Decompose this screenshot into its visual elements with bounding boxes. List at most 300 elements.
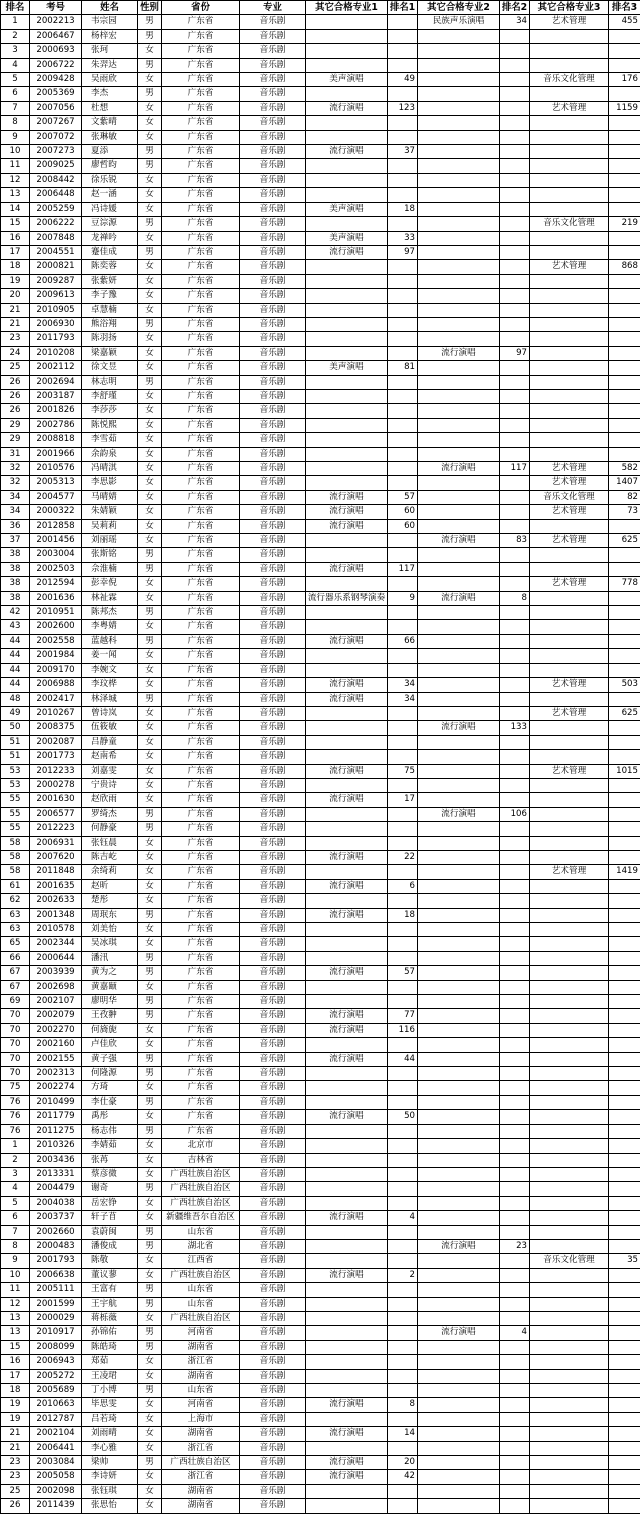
- cell-other-major-2: [418, 1254, 500, 1268]
- cell-other-major-1: [306, 980, 388, 994]
- cell-gender: 女: [138, 591, 162, 605]
- table-row: [1, 1225, 640, 1239]
- cell-other-major-1: [306, 865, 388, 879]
- cell-gender: 女: [138, 1311, 162, 1325]
- cell-other-major-2: [418, 1398, 500, 1412]
- cell-name: 余韵泉: [82, 447, 138, 461]
- cell-gender: 女: [138, 260, 162, 274]
- cell-rank-3: 82: [609, 490, 640, 504]
- cell-other-major-1: 流行演唱: [306, 1398, 388, 1412]
- cell-major: 音乐剧: [240, 447, 306, 461]
- table-row: [1, 735, 640, 749]
- cell-other-major-2: [418, 289, 500, 303]
- cell-exam-number: 2000278: [30, 778, 82, 792]
- cell-rank-2: [500, 245, 530, 259]
- cell-rank-3: 868: [609, 260, 640, 274]
- cell-rank-2: [500, 548, 530, 562]
- cell-exam-number: 2003187: [30, 389, 82, 403]
- cell-exam-number: 2002633: [30, 894, 82, 908]
- cell-rank-1: [388, 389, 418, 403]
- cell-exam-number: 2002155: [30, 1052, 82, 1066]
- cell-other-major-1: [306, 332, 388, 346]
- cell-rank-3: [609, 850, 640, 864]
- cell-rank-1: [388, 995, 418, 1009]
- cell-other-major-3: [530, 1182, 609, 1196]
- cell-rank-3: [609, 1283, 640, 1297]
- cell-rank-2: [500, 505, 530, 519]
- cell-major: 音乐剧: [240, 1153, 306, 1167]
- cell-rank-3: [609, 1470, 640, 1484]
- cell-province: 广东省: [162, 361, 240, 375]
- cell-rank-3: [609, 836, 640, 850]
- cell-rank: 38: [1, 591, 30, 605]
- cell-exam-number: 2000483: [30, 1239, 82, 1253]
- cell-other-major-2: 流行演唱: [418, 1326, 500, 1340]
- cell-rank-1: 50: [388, 1110, 418, 1124]
- cell-other-major-3: [530, 663, 609, 677]
- cell-other-major-2: [418, 1196, 500, 1210]
- cell-province: 广东省: [162, 289, 240, 303]
- cell-province: 广东省: [162, 462, 240, 476]
- cell-other-major-3: [530, 130, 609, 144]
- cell-major: 音乐剧: [240, 980, 306, 994]
- cell-major: 音乐剧: [240, 750, 306, 764]
- cell-other-major-2: [418, 389, 500, 403]
- cell-gender: 女: [138, 620, 162, 634]
- cell-name: 卢佳欣: [82, 1038, 138, 1052]
- cell-rank-3: [609, 735, 640, 749]
- cell-other-major-3: [530, 620, 609, 634]
- header-name: 姓名: [82, 1, 138, 15]
- cell-rank-1: 14: [388, 1427, 418, 1441]
- cell-province: 广东省: [162, 519, 240, 533]
- cell-other-major-1: [306, 620, 388, 634]
- cell-other-major-3: [530, 735, 609, 749]
- cell-rank-3: [609, 447, 640, 461]
- cell-rank: 75: [1, 1081, 30, 1095]
- cell-province: 广东省: [162, 1081, 240, 1095]
- cell-major: 音乐剧: [240, 1211, 306, 1225]
- cell-rank-1: [388, 303, 418, 317]
- cell-other-major-2: [418, 1355, 500, 1369]
- cell-rank-1: 117: [388, 562, 418, 576]
- table-row: [1, 562, 640, 576]
- cell-rank-3: 778: [609, 577, 640, 591]
- cell-rank: 55: [1, 793, 30, 807]
- cell-rank: 36: [1, 519, 30, 533]
- cell-province: 广东省: [162, 87, 240, 101]
- cell-name: 刘丽瑶: [82, 534, 138, 548]
- cell-rank: 23: [1, 332, 30, 346]
- cell-other-major-1: 流行器乐系钢琴演奏: [306, 591, 388, 605]
- cell-exam-number: 2012223: [30, 822, 82, 836]
- cell-other-major-3: [530, 721, 609, 735]
- cell-rank-2: [500, 289, 530, 303]
- cell-rank-1: 49: [388, 73, 418, 87]
- cell-rank-2: [500, 1225, 530, 1239]
- cell-rank-2: [500, 1182, 530, 1196]
- cell-other-major-1: [306, 389, 388, 403]
- cell-other-major-2: [418, 1311, 500, 1325]
- cell-major: 音乐剧: [240, 1110, 306, 1124]
- cell-name: 吕静童: [82, 735, 138, 749]
- table-row: [1, 1196, 640, 1210]
- cell-gender: 男: [138, 951, 162, 965]
- cell-exam-number: 2006577: [30, 807, 82, 821]
- cell-gender: 男: [138, 995, 162, 1009]
- cell-exam-number: 2002417: [30, 692, 82, 706]
- cell-other-major-3: [530, 1369, 609, 1383]
- cell-rank-1: [388, 1254, 418, 1268]
- cell-province: 广东省: [162, 951, 240, 965]
- table-row: [1, 1153, 640, 1167]
- cell-name: 潘俊成: [82, 1239, 138, 1253]
- cell-province: 广东省: [162, 375, 240, 389]
- cell-other-major-3: [530, 58, 609, 72]
- cell-major: 音乐剧: [240, 807, 306, 821]
- cell-province: 广东省: [162, 1052, 240, 1066]
- cell-other-major-1: [306, 346, 388, 360]
- cell-rank: 4: [1, 58, 30, 72]
- cell-other-major-1: [306, 260, 388, 274]
- cell-rank-1: [388, 116, 418, 130]
- cell-exam-number: 2010326: [30, 1139, 82, 1153]
- cell-exam-number: 2005272: [30, 1369, 82, 1383]
- cell-other-major-1: [306, 1182, 388, 1196]
- cell-province: 北京市: [162, 1139, 240, 1153]
- cell-other-major-2: [418, 29, 500, 43]
- cell-rank-2: [500, 1484, 530, 1498]
- cell-province: 广东省: [162, 706, 240, 720]
- cell-province: 广西壮族自治区: [162, 1268, 240, 1282]
- cell-rank: 49: [1, 706, 30, 720]
- cell-other-major-3: [530, 548, 609, 562]
- cell-other-major-2: [418, 1225, 500, 1239]
- cell-gender: 女: [138, 764, 162, 778]
- cell-rank-2: [500, 1398, 530, 1412]
- cell-major: 音乐剧: [240, 389, 306, 403]
- cell-other-major-3: [530, 1239, 609, 1253]
- cell-rank-1: 18: [388, 202, 418, 216]
- cell-rank-3: 625: [609, 706, 640, 720]
- table-row: [1, 1081, 640, 1095]
- cell-other-major-2: [418, 1297, 500, 1311]
- cell-other-major-2: [418, 1484, 500, 1498]
- cell-name: 周珉东: [82, 908, 138, 922]
- cell-exam-number: 2011275: [30, 1124, 82, 1138]
- cell-exam-number: 2006448: [30, 188, 82, 202]
- table-row: [1, 476, 640, 490]
- cell-other-major-2: [418, 1052, 500, 1066]
- cell-rank-1: [388, 1067, 418, 1081]
- cell-province: 广东省: [162, 260, 240, 274]
- cell-major: 音乐剧: [240, 1384, 306, 1398]
- cell-other-major-3: 艺术管理: [530, 260, 609, 274]
- cell-name: 杨志伟: [82, 1124, 138, 1138]
- cell-other-major-3: 艺术管理: [530, 462, 609, 476]
- cell-rank-2: [500, 145, 530, 159]
- cell-other-major-3: [530, 361, 609, 375]
- header-rank-3: 排名3: [609, 1, 640, 15]
- cell-gender: 男: [138, 1052, 162, 1066]
- cell-other-major-2: [418, 966, 500, 980]
- cell-other-major-1: [306, 447, 388, 461]
- cell-rank-1: [388, 649, 418, 663]
- cell-exam-number: 2006467: [30, 29, 82, 43]
- cell-province: 广东省: [162, 735, 240, 749]
- cell-other-major-2: [418, 980, 500, 994]
- cell-rank-3: [609, 1081, 640, 1095]
- cell-rank: 13: [1, 1326, 30, 1340]
- cell-rank-2: [500, 418, 530, 432]
- cell-rank-1: [388, 534, 418, 548]
- cell-name: 徐乐锐: [82, 173, 138, 187]
- cell-rank-3: [609, 1311, 640, 1325]
- cell-rank-3: [609, 980, 640, 994]
- cell-rank-2: [500, 1283, 530, 1297]
- cell-major: 音乐剧: [240, 361, 306, 375]
- cell-rank-1: [388, 620, 418, 634]
- cell-other-major-3: [530, 1067, 609, 1081]
- cell-gender: 女: [138, 1268, 162, 1282]
- cell-rank-2: [500, 562, 530, 576]
- cell-other-major-3: [530, 822, 609, 836]
- cell-major: 音乐剧: [240, 1441, 306, 1455]
- cell-other-major-2: [418, 620, 500, 634]
- cell-exam-number: 2007056: [30, 101, 82, 115]
- cell-gender: 女: [138, 418, 162, 432]
- cell-rank-2: [500, 1167, 530, 1181]
- cell-province: 广东省: [162, 966, 240, 980]
- cell-other-major-3: [530, 44, 609, 58]
- cell-rank-2: [500, 966, 530, 980]
- cell-rank-1: [388, 260, 418, 274]
- cell-rank-3: [609, 375, 640, 389]
- cell-province: 山东省: [162, 1283, 240, 1297]
- cell-rank-2: [500, 87, 530, 101]
- table-row: [1, 1182, 640, 1196]
- cell-major: 音乐剧: [240, 375, 306, 389]
- cell-province: 广东省: [162, 202, 240, 216]
- table-row: [1, 289, 640, 303]
- cell-exam-number: 2009613: [30, 289, 82, 303]
- cell-other-major-1: 流行演唱: [306, 1211, 388, 1225]
- cell-other-major-3: [530, 649, 609, 663]
- table-row: [1, 966, 640, 980]
- cell-rank-2: [500, 44, 530, 58]
- cell-gender: 女: [138, 1499, 162, 1513]
- cell-other-major-1: 流行演唱: [306, 1023, 388, 1037]
- header-rank-2: 排名2: [500, 1, 530, 15]
- cell-rank-3: [609, 620, 640, 634]
- cell-province: 广东省: [162, 44, 240, 58]
- cell-rank-1: [388, 822, 418, 836]
- cell-other-major-2: [418, 577, 500, 591]
- cell-other-major-2: [418, 1124, 500, 1138]
- cell-gender: 男: [138, 1067, 162, 1081]
- cell-gender: 女: [138, 1441, 162, 1455]
- cell-other-major-1: [306, 1167, 388, 1181]
- cell-name: 朱羿达: [82, 58, 138, 72]
- cell-major: 音乐剧: [240, 490, 306, 504]
- cell-major: 音乐剧: [240, 1283, 306, 1297]
- cell-rank: 25: [1, 1484, 30, 1498]
- cell-province: 广东省: [162, 778, 240, 792]
- cell-province: 广东省: [162, 995, 240, 1009]
- cell-other-major-2: [418, 1095, 500, 1109]
- cell-exam-number: 2005689: [30, 1384, 82, 1398]
- cell-exam-number: 2006441: [30, 1441, 82, 1455]
- cell-rank-1: [388, 130, 418, 144]
- cell-rank: 38: [1, 562, 30, 576]
- cell-province: 广东省: [162, 317, 240, 331]
- cell-rank-2: [500, 750, 530, 764]
- cell-other-major-1: 流行演唱: [306, 850, 388, 864]
- cell-other-major-3: [530, 1470, 609, 1484]
- cell-exam-number: 2007267: [30, 116, 82, 130]
- cell-rank-1: [388, 577, 418, 591]
- cell-exam-number: 2001984: [30, 649, 82, 663]
- cell-major: 音乐剧: [240, 87, 306, 101]
- cell-other-major-2: [418, 562, 500, 576]
- cell-rank-1: [388, 1153, 418, 1167]
- table-row: [1, 836, 640, 850]
- cell-exam-number: 2010951: [30, 606, 82, 620]
- cell-other-major-3: [530, 1340, 609, 1354]
- table-row: [1, 490, 640, 504]
- cell-other-major-1: 流行演唱: [306, 245, 388, 259]
- cell-name: 张琳敏: [82, 130, 138, 144]
- cell-name: 陈羽扬: [82, 332, 138, 346]
- cell-other-major-1: [306, 1239, 388, 1253]
- cell-other-major-3: [530, 1009, 609, 1023]
- cell-rank-2: 133: [500, 721, 530, 735]
- cell-major: 音乐剧: [240, 1167, 306, 1181]
- cell-other-major-3: [530, 591, 609, 605]
- cell-other-major-3: [530, 389, 609, 403]
- cell-province: 吉林省: [162, 1153, 240, 1167]
- cell-other-major-3: [530, 1456, 609, 1470]
- cell-rank-3: [609, 562, 640, 576]
- cell-name: 赵一涵: [82, 188, 138, 202]
- cell-rank-2: [500, 490, 530, 504]
- cell-rank-2: 8: [500, 591, 530, 605]
- cell-major: 音乐剧: [240, 58, 306, 72]
- table-row: [1, 202, 640, 216]
- cell-other-major-3: [530, 188, 609, 202]
- cell-other-major-1: [306, 15, 388, 29]
- cell-other-major-2: [418, 418, 500, 432]
- cell-exam-number: 2001635: [30, 879, 82, 893]
- cell-gender: 女: [138, 1427, 162, 1441]
- cell-name: 赵南希: [82, 750, 138, 764]
- cell-province: 广东省: [162, 678, 240, 692]
- cell-province: 广东省: [162, 836, 240, 850]
- cell-major: 音乐剧: [240, 923, 306, 937]
- cell-province: 广东省: [162, 764, 240, 778]
- cell-rank-2: [500, 303, 530, 317]
- cell-exam-number: 2012858: [30, 519, 82, 533]
- cell-rank-1: 60: [388, 519, 418, 533]
- cell-gender: 男: [138, 807, 162, 821]
- table-row: [1, 418, 640, 432]
- cell-name: 楚彤: [82, 894, 138, 908]
- cell-other-major-3: [530, 793, 609, 807]
- cell-province: 广东省: [162, 865, 240, 879]
- cell-province: 广东省: [162, 433, 240, 447]
- cell-major: 音乐剧: [240, 404, 306, 418]
- cell-other-major-2: [418, 519, 500, 533]
- cell-name: 李舒瑾: [82, 389, 138, 403]
- cell-rank: 63: [1, 923, 30, 937]
- cell-other-major-3: [530, 937, 609, 951]
- cell-rank-2: [500, 58, 530, 72]
- cell-other-major-3: [530, 332, 609, 346]
- cell-exam-number: 2012787: [30, 1412, 82, 1426]
- header-province: 省份: [162, 1, 240, 15]
- cell-name: 王孜翀: [82, 1009, 138, 1023]
- cell-gender: 女: [138, 836, 162, 850]
- cell-province: 广东省: [162, 1067, 240, 1081]
- cell-gender: 女: [138, 202, 162, 216]
- cell-exam-number: 2002079: [30, 1009, 82, 1023]
- cell-other-major-1: [306, 1196, 388, 1210]
- cell-gender: 女: [138, 404, 162, 418]
- cell-name: 张斯铭: [82, 548, 138, 562]
- cell-province: 河南省: [162, 1398, 240, 1412]
- cell-exam-number: 2010499: [30, 1095, 82, 1109]
- cell-rank: 29: [1, 418, 30, 432]
- cell-other-major-2: [418, 188, 500, 202]
- table-row: [1, 1268, 640, 1282]
- cell-other-major-1: [306, 289, 388, 303]
- cell-rank-2: [500, 274, 530, 288]
- cell-other-major-1: 流行演唱: [306, 505, 388, 519]
- cell-rank-1: [388, 317, 418, 331]
- cell-major: 音乐剧: [240, 1182, 306, 1196]
- cell-rank-2: [500, 1384, 530, 1398]
- cell-rank-1: [388, 188, 418, 202]
- table-row: [1, 606, 640, 620]
- cell-rank-3: [609, 188, 640, 202]
- cell-gender: 女: [138, 1023, 162, 1037]
- cell-rank: 69: [1, 995, 30, 1009]
- cell-name: 蹇佳成: [82, 245, 138, 259]
- cell-other-major-3: [530, 433, 609, 447]
- cell-rank-3: [609, 58, 640, 72]
- cell-name: 李诗妍: [82, 1470, 138, 1484]
- cell-other-major-1: [306, 87, 388, 101]
- cell-gender: 女: [138, 1398, 162, 1412]
- cell-rank-2: [500, 1052, 530, 1066]
- cell-other-major-1: [306, 706, 388, 720]
- cell-other-major-3: [530, 692, 609, 706]
- cell-other-major-2: [418, 1038, 500, 1052]
- cell-rank: 62: [1, 894, 30, 908]
- cell-other-major-2: [418, 1167, 500, 1181]
- cell-rank-1: 4: [388, 1211, 418, 1225]
- cell-rank-1: [388, 1081, 418, 1095]
- cell-major: 音乐剧: [240, 260, 306, 274]
- cell-other-major-1: [306, 173, 388, 187]
- cell-other-major-3: [530, 995, 609, 1009]
- cell-name: 刘美怡: [82, 923, 138, 937]
- cell-other-major-2: [418, 850, 500, 864]
- cell-exam-number: 2005259: [30, 202, 82, 216]
- cell-rank-3: [609, 346, 640, 360]
- cell-name: 梁嘉颖: [82, 346, 138, 360]
- cell-rank-3: [609, 245, 640, 259]
